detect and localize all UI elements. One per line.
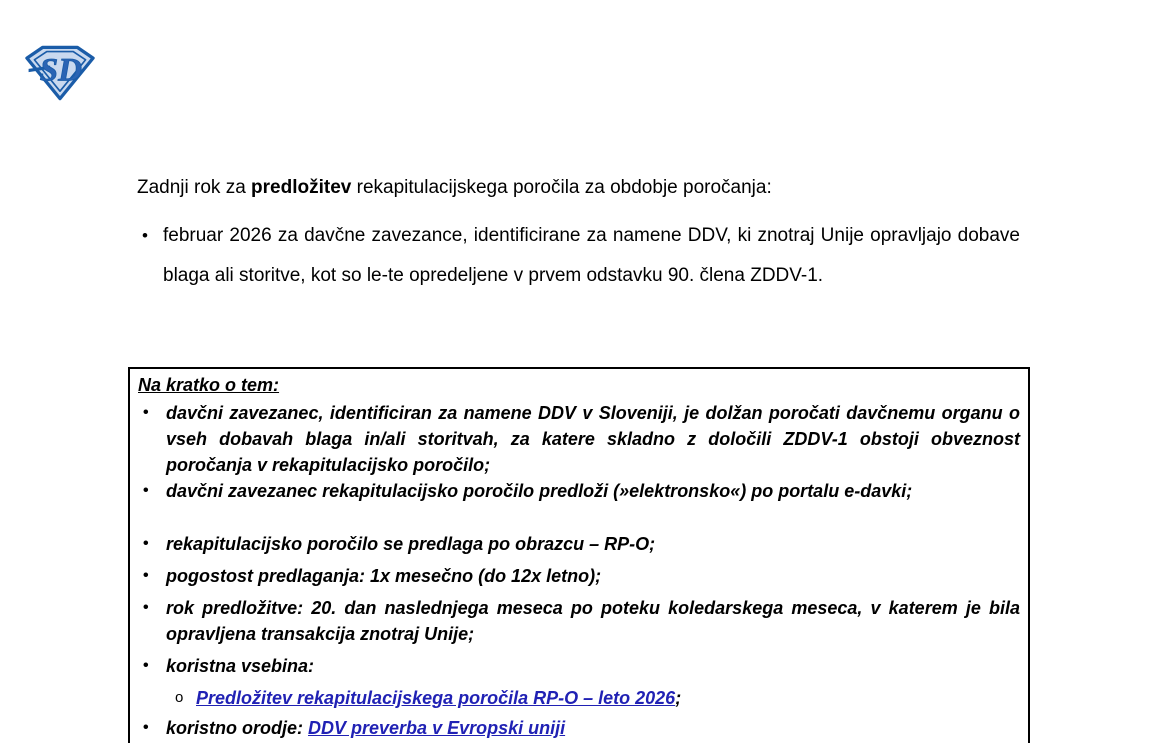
bullet-icon: • <box>143 482 149 499</box>
summary-list-bottom <box>138 531 1020 679</box>
list-item-text: pogostost predlaganja: 1x mesečno (do 12x letno); <box>166 566 602 586</box>
bullet-icon: • <box>143 535 149 552</box>
link-suffix: ; <box>675 688 682 708</box>
list-item <box>138 531 1020 557</box>
bullet-icon: • <box>143 657 149 674</box>
summary-list-top <box>138 400 1020 504</box>
section-heading <box>137 176 772 200</box>
deadline-bullet-item <box>142 216 1020 296</box>
sd-diamond-icon <box>22 44 98 102</box>
heading-bold-word: predložitev <box>251 177 352 198</box>
spacer <box>138 504 1020 531</box>
list-item <box>138 653 1020 679</box>
list-item-text: davčni zavezanec rekapitulacijsko poročilo predloži (»elektronsko«) po portalu e-davki; <box>166 481 913 501</box>
bullet-icon: • <box>143 599 149 616</box>
logo-letters: SD <box>39 52 82 89</box>
bullet-icon: • <box>143 404 149 421</box>
heading-prefix: Zadnji rok za <box>137 177 252 198</box>
bullet-icon: • <box>143 567 149 584</box>
sd-logo <box>22 44 98 102</box>
list-item-text: davčni zavezanec, identificiran za namene DDV v Sloveniji, je dolžan poročati davčnemu organu o vseh dobavah blaga in/ali storitvah, za katere skladno z določili ZDDV-1 obstoji obveznost poročanja v rekapitulacijsko poročilo; <box>166 403 1020 475</box>
list-item-text: rekapitulacijsko poročilo se predlaga po obrazcu – RP-O; <box>166 534 656 554</box>
list-item <box>138 595 1020 647</box>
bullet-icon: • <box>142 226 148 245</box>
summary-box <box>128 367 1030 743</box>
rpo-report-link[interactable]: Predložitev rekapitulacijskega poročila RP-O – leto 2026 <box>196 688 676 708</box>
summary-box-title: Na kratko o tem: <box>138 375 280 395</box>
bullet-icon: • <box>143 719 149 736</box>
useful-tool-prefix: koristno orodje: <box>166 718 309 738</box>
list-item <box>138 400 1020 478</box>
useful-content-sub-item <box>138 685 1020 711</box>
list-item-text: rok predložitve: 20. dan naslednjega meseca po poteku koledarskega meseca, v katerem je bila opravljena transakcija znotraj Unije; <box>166 598 1020 644</box>
heading-suffix: rekapitulacijskega poročila za obdobje poročanja: <box>351 177 772 198</box>
list-item <box>138 563 1020 589</box>
vat-check-link[interactable]: DDV preverba v Evropski uniji <box>308 718 566 738</box>
deadline-bullet-text: februar 2026 za davčne zavezance, identificirane za namene DDV, ki znotraj Unije opravljajo dobave blaga ali storitve, kot so le-te opredeljene v prvem odstavku 90. člena ZDDV-1. <box>163 225 1020 286</box>
list-item-text: koristna vsebina: <box>166 656 315 676</box>
list-item <box>138 478 1020 504</box>
useful-tool-item <box>138 715 1020 741</box>
circle-bullet-icon: o <box>175 689 184 706</box>
